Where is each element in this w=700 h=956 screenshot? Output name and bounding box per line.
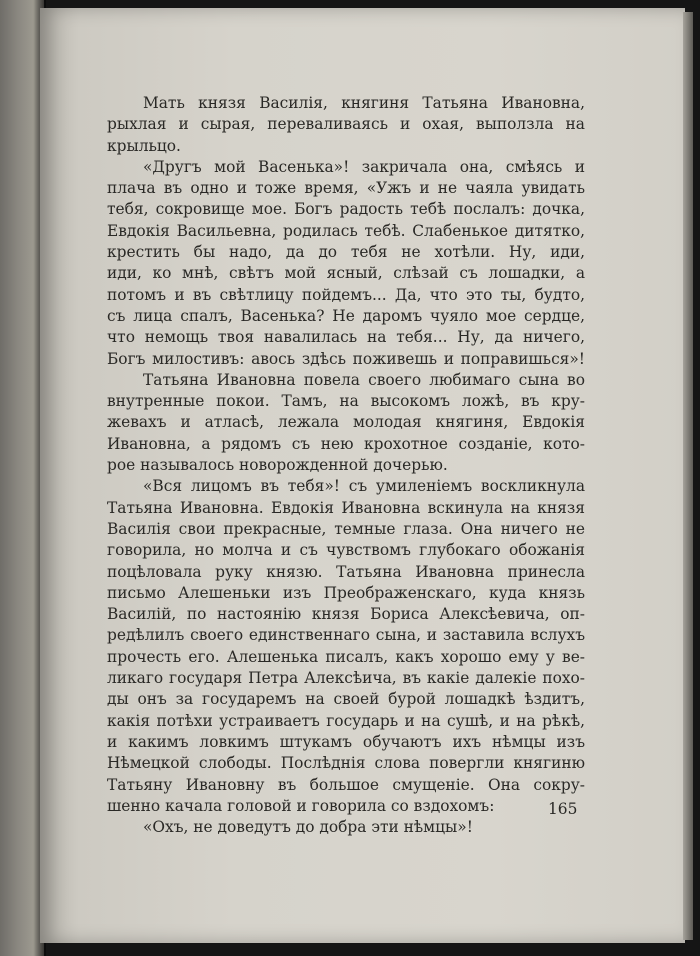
text-line: «Охъ, не доведутъ до добра эти нѣмцы»!	[143, 818, 473, 837]
text-line: Ивановна, а рядомъ съ нею крохотное созданіе, кото-	[107, 434, 585, 453]
text-line: Василій, по настоянію князя Бориса Алексѣевича, оп-	[107, 605, 585, 624]
text-line: внутренные покои. Тамъ, на высокомъ ложѣ, въ кру-	[107, 392, 585, 411]
text-line: Татьяна Ивановна повела своего любимаго сына во	[143, 370, 585, 389]
text-line: что немощь твоя навалилась на тебя... Ну, да ничего,	[107, 328, 585, 347]
text-line: ды онъ за государемъ на своей бурой лошадкѣ ѣздитъ,	[107, 690, 585, 709]
text-line: редѣлилъ своего единственнаго сына, и заставила вслухъ	[107, 626, 585, 645]
text-line: «Другъ мой Васенька»! закричала она, смѣясь и	[143, 157, 585, 176]
text-line: потомъ и въ свѣтлицу пойдемъ... Да, что это ты, будто,	[107, 285, 585, 304]
text-line: какія потѣхи устраиваетъ государь и на сушѣ, и на рѣкѣ,	[107, 711, 585, 730]
text-line: жевахъ и атласѣ, лежала молодая княгиня, Евдокія	[107, 413, 585, 432]
text-line: крестить бы надо, да до тебя не хотѣли. Ну, иди,	[107, 243, 585, 262]
text-line: рое называлось новорожденной дочерью.	[107, 456, 448, 475]
text-line: крыльцо.	[107, 136, 181, 155]
text-line: тебя, сокровище мое. Богъ радость тебѣ послалъ: дочка,	[107, 200, 585, 219]
page-number: 165	[548, 800, 578, 818]
text-line: поцѣловала руку князю. Татьяна Ивановна принесла	[107, 562, 585, 581]
text-line: «Вся лицомъ въ тебя»! съ умиленіемъ воскликнула	[143, 477, 585, 496]
text-line: прочесть его. Алешенька писалъ, какъ хорошо ему у ве-	[107, 647, 585, 666]
text-line: письмо Алешеньки изъ Преображенскаго, куда князь	[107, 583, 585, 602]
text-line: съ лица спалъ, Васенька? Не даромъ чуяло мое сердце,	[107, 306, 585, 325]
text-line: Татьяну Ивановну въ большое смущеніе. Она сокру-	[107, 775, 585, 794]
text-line: Богъ милостивъ: авось здѣсь поживешь и поправишься»!	[107, 349, 585, 368]
text-line: плача въ одно и тоже время, «Ужъ и не чаяла увидать	[107, 179, 585, 198]
right-page-edge	[683, 12, 693, 940]
text-line: шенно качала головой и говорила со вздохомъ:	[107, 796, 495, 815]
text-line: и какимъ ловкимъ штукамъ обучаютъ ихъ нѣмцы изъ	[107, 732, 585, 751]
text-line: Евдокія Васильевна, родилась тебѣ. Слабенькое дитятко,	[107, 221, 585, 240]
text-line: ликаго государя Петра Алексѣича, въ какіе далекіе похо-	[107, 669, 585, 688]
text-line: Мать князя Василія, княгиня Татьяна Ивановна,	[143, 94, 585, 112]
text-line: говорила, но молча и съ чувствомъ глубокаго обожанія	[107, 541, 585, 560]
text-line: Василія свои прекрасные, темные глаза. Она ничего не	[107, 519, 585, 538]
text-line: рыхлая и сырая, переваливаясь и охая, выползла на	[107, 115, 585, 134]
page-text	[107, 93, 585, 838]
text-line: Татьяна Ивановна. Евдокія Ивановна вскинула на князя	[107, 498, 585, 517]
text-line: иди, ко мнѣ, свѣтъ мой ясный, слѣзай съ лошадки, а	[107, 264, 585, 283]
text-line: Нѣмецкой слободы. Послѣднія слова повергли княгиню	[107, 754, 585, 773]
